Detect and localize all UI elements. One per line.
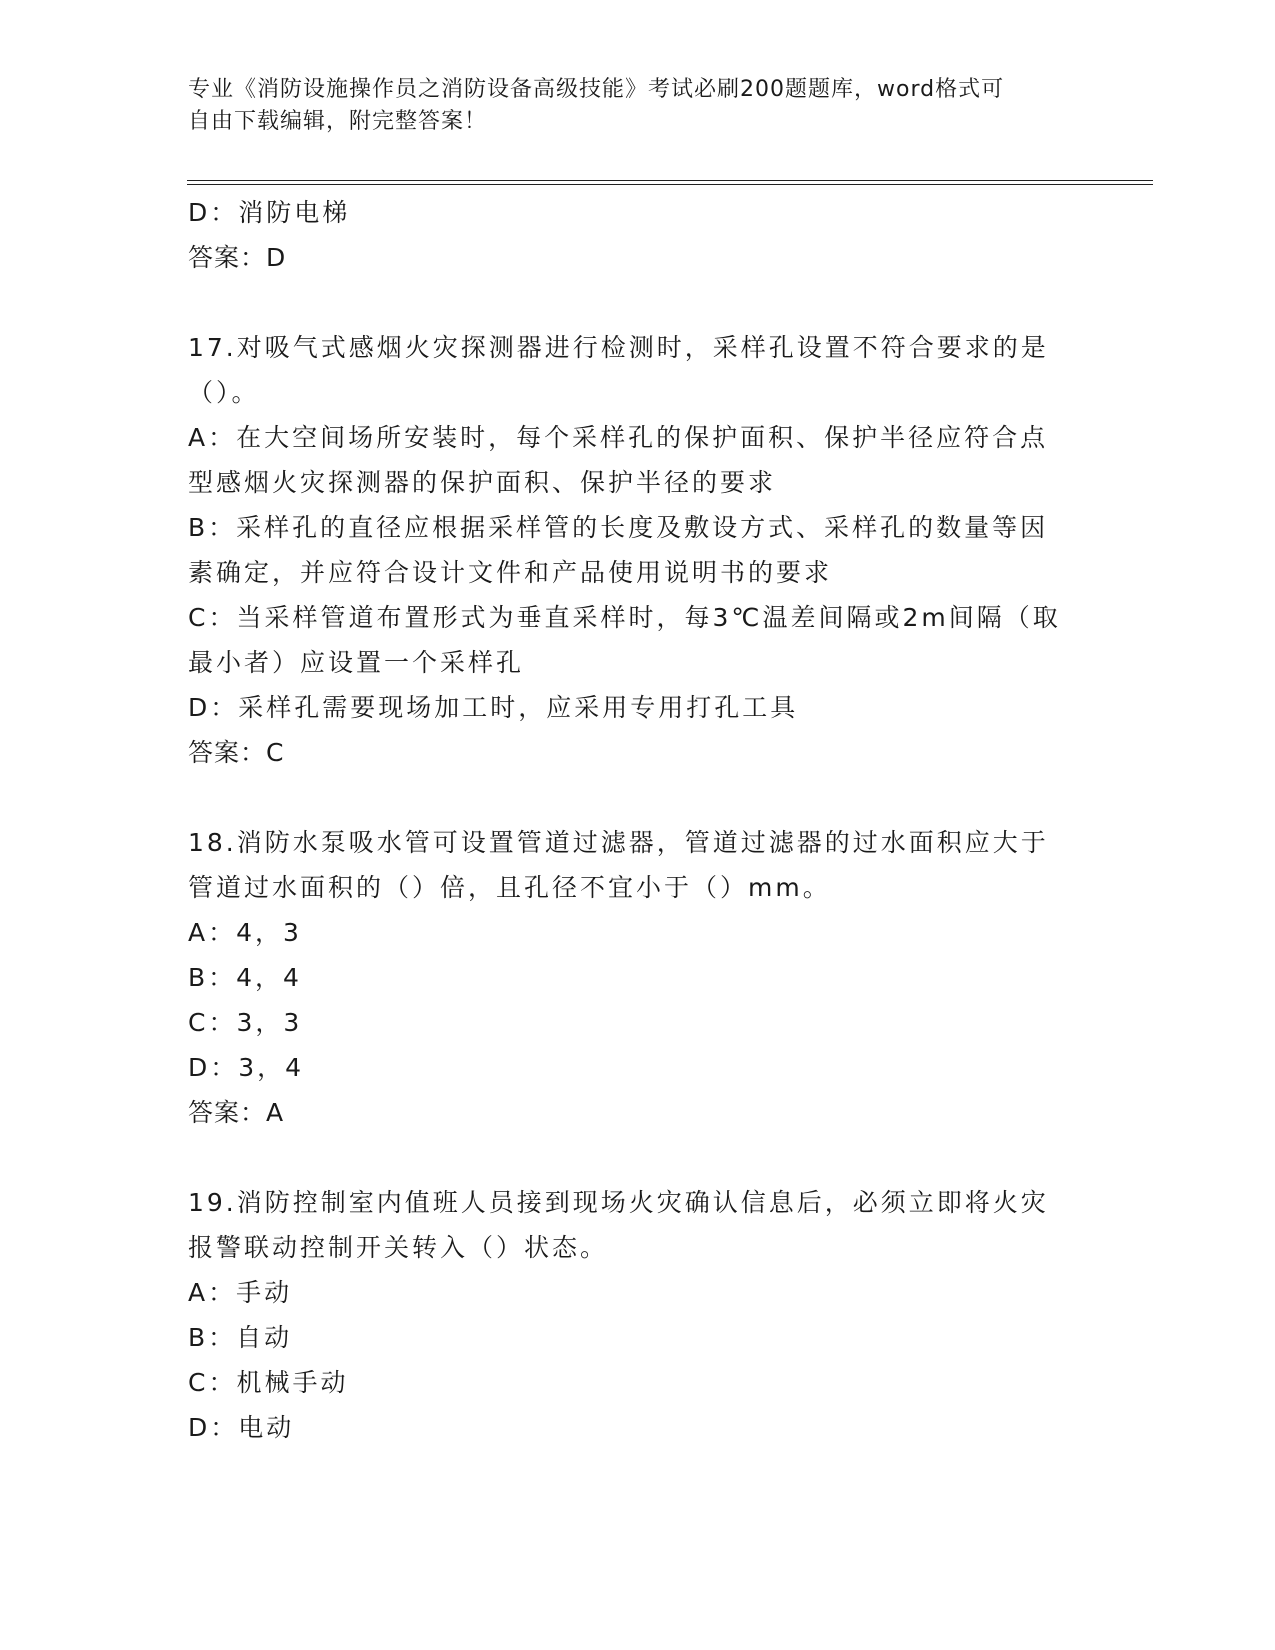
question-16-tail bbox=[188, 190, 1088, 280]
answer: 答案：D bbox=[188, 243, 287, 272]
option-c: C：3，3 bbox=[188, 1008, 303, 1037]
question-list bbox=[188, 190, 1088, 1450]
option-a: A：手动 bbox=[188, 1278, 293, 1307]
question-stem-continued: 报警联动控制开关转入（）状态。 bbox=[188, 1233, 609, 1262]
question-stem: 19.消防控制室内值班人员接到现场火灾确认信息后，必须立即将火灾 bbox=[188, 1188, 1049, 1217]
option-c: C：机械手动 bbox=[188, 1368, 349, 1397]
question-stem-continued: 管道过水面积的（）倍，且孔径不宜小于（）mm。 bbox=[188, 873, 831, 902]
question-17 bbox=[188, 325, 1088, 775]
option-b: B：采样孔的直径应根据采样管的长度及敷设方式、采样孔的数量等因 bbox=[188, 513, 1049, 542]
question-stem: 18.消防水泵吸水管可设置管道过滤器，管道过滤器的过水面积应大于 bbox=[188, 828, 1049, 857]
option-c-continued: 最小者）应设置一个采样孔 bbox=[188, 648, 525, 677]
option-b: B：4，4 bbox=[188, 963, 302, 992]
option-a: A：4，3 bbox=[188, 918, 302, 947]
answer: 答案：C bbox=[188, 738, 285, 767]
option-a: A：在大空间场所安装时，每个采样孔的保护面积、保护半径应符合点 bbox=[188, 423, 1049, 452]
spacer bbox=[188, 1135, 1088, 1180]
header-title-line-2: 自由下载编辑，附完整答案！ bbox=[188, 109, 488, 134]
option-b: B：自动 bbox=[188, 1323, 293, 1352]
page-header bbox=[188, 74, 1088, 138]
question-19 bbox=[188, 1180, 1088, 1450]
option-b-continued: 素确定，并应符合设计文件和产品使用说明书的要求 bbox=[188, 558, 833, 587]
option-a-continued: 型感烟火灾探测器的保护面积、保护半径的要求 bbox=[188, 468, 777, 497]
question-stem-continued: （）。 bbox=[188, 378, 260, 407]
option-d: D：消防电梯 bbox=[188, 198, 351, 227]
option-c: C：当采样管道布置形式为垂直采样时，每3℃温差间隔或2m间隔（取 bbox=[188, 603, 1061, 632]
question-18 bbox=[188, 820, 1088, 1135]
option-d: D：采样孔需要现场加工时，应采用专用打孔工具 bbox=[188, 693, 799, 722]
question-stem: 17.对吸气式感烟火灾探测器进行检测时，采样孔设置不符合要求的是 bbox=[188, 333, 1049, 362]
answer: 答案：A bbox=[188, 1098, 285, 1127]
header-divider-bottom bbox=[187, 184, 1153, 185]
option-d: D：3，4 bbox=[188, 1053, 305, 1082]
option-d: D：电动 bbox=[188, 1413, 295, 1442]
header-title-line-1: 专业《消防设施操作员之消防设备高级技能》考试必刷200题题库，word格式可 bbox=[188, 77, 1005, 102]
spacer bbox=[188, 280, 1088, 325]
spacer bbox=[188, 775, 1088, 820]
header-divider-top bbox=[187, 180, 1153, 181]
